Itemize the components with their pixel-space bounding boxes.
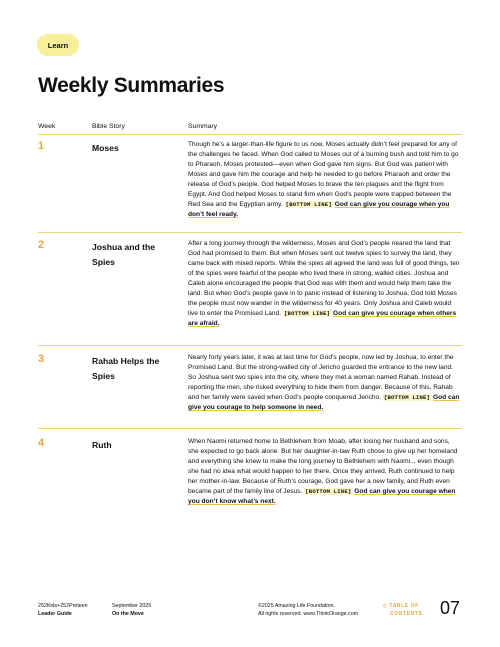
divider: [38, 345, 462, 346]
copyright: ©2025 Amazing Life Foundation.: [258, 603, 335, 609]
summary-column-header: Summary: [188, 123, 218, 130]
page-footer: [38, 602, 462, 622]
summary-text: [188, 437, 462, 507]
summary-body: After a long journey through the wilderness, Moses and God’s people neared the land that God had promised to them. But when Moses sent out twelve spies to survey the land, they came back with mixed reports. While the spies all agreed the land was full of good things, ten of the spies were fearful of the people who lived there in strong, walled cities. Joshua and Caleb alone encouraged the people that God was with them and would help them take the land. But when God’s people gave in to panic instead of listening to Joshua, God told Moses the people must now wander in the wilderness for 40 years. Only Joshua and Caleb would live to enter the Promised Land.: [188, 240, 460, 317]
toc-label-line1: ◇ TABLE OF: [383, 603, 419, 609]
bottom-line-tag: [BOTTOM LINE]: [283, 310, 331, 317]
week-number: 3: [38, 353, 45, 365]
bottom-line: God can give you courage when you don’t feel ready.: [188, 201, 450, 218]
week-column-header: Week: [38, 123, 56, 130]
bottom-line: God can give you courage when others are afraid.: [188, 310, 457, 327]
divider: [38, 428, 462, 429]
bible-story: Ruth: [92, 440, 112, 450]
issue-date: September 2025: [112, 603, 152, 609]
story-column-header: Bible Story: [92, 123, 125, 130]
bible-story: Rahab Helps the Spies: [92, 356, 160, 381]
bottom-line-tag: [BOTTOM LINE]: [285, 201, 332, 208]
bottom-line-tag: [BOTTOM LINE]: [305, 488, 352, 495]
page-title: Weekly Summaries: [38, 74, 225, 97]
rights-and-url: All rights reserved. www.ThinkOrange.com: [258, 611, 359, 617]
page-number: 07: [440, 598, 461, 618]
bottom-line: God can give you courage when you don’t know what’s next.: [188, 488, 456, 505]
guide-name: Leader Guide: [38, 611, 72, 617]
divider: [38, 134, 462, 135]
bottom-line: God can give you courage to help someone in need.: [188, 394, 460, 411]
week-number: 4: [38, 437, 45, 449]
week-number: 1: [38, 140, 45, 152]
week-number: 2: [38, 239, 45, 251]
table-of-contents-link[interactable]: [383, 602, 422, 618]
series-name: On the Move: [112, 611, 144, 617]
summary-text: [188, 239, 462, 329]
summary-text: [188, 353, 462, 413]
bible-story: Joshua and the Spies: [92, 242, 156, 267]
summary-body: When Naomi returned home to Bethlehem from Moab, after losing her husband and sons, she expected to go back alone. But her daughter-in-law Ruth chose to give up her homeland and everything she knew to make the long journey to Bethlehem with Naomi... even though she had no idea what would happen to her there. Once they arrived, Ruth continued to help her mother-in-law. Because of Ruth’s courage, God gave her a new family, and Ruth even became part of the family line of Jesus.: [188, 438, 458, 495]
divider: [38, 232, 462, 233]
learn-badge: Learn: [37, 34, 79, 56]
bottom-line-tag: [BOTTOM LINE]: [383, 394, 431, 401]
summary-text: [188, 140, 462, 220]
bible-story: Moses: [92, 143, 119, 153]
toc-label-line2: CONTENTS: [390, 611, 423, 617]
summary-body: Nearly forty years later, it was at last time for God’s people, now led by Joshua, to enter the Promised Land. But the strong-walled city of Jericho guarded the entrance to the new land. So Joshua sent two spies into the city, where they met a woman named Rahab. Instead of reporting the men, she risked everything to hide them from danger. Because of this, Rahab and her family were saved when God’s people conquered Jericho.: [188, 354, 454, 401]
program-name: 252Kids+252Preteen: [38, 603, 88, 609]
summary-body: Though he’s a larger-than-life figure to us now, Moses actually didn’t feel prepared for any of the challenges he faced. When God called to Moses out of a burning bush and told him to go to Pharaoh, Moses protested—even when God gave him signs. But God was patient with Moses and gave him the courage and help he needed to go before Pharaoh and order the release of God’s people. God helped Moses to brave the ten plagues and the flight from Egypt. And God helped Moses to stand firm when God’s people were trapped between the Red Sea and the Egyptian army.: [188, 141, 459, 208]
